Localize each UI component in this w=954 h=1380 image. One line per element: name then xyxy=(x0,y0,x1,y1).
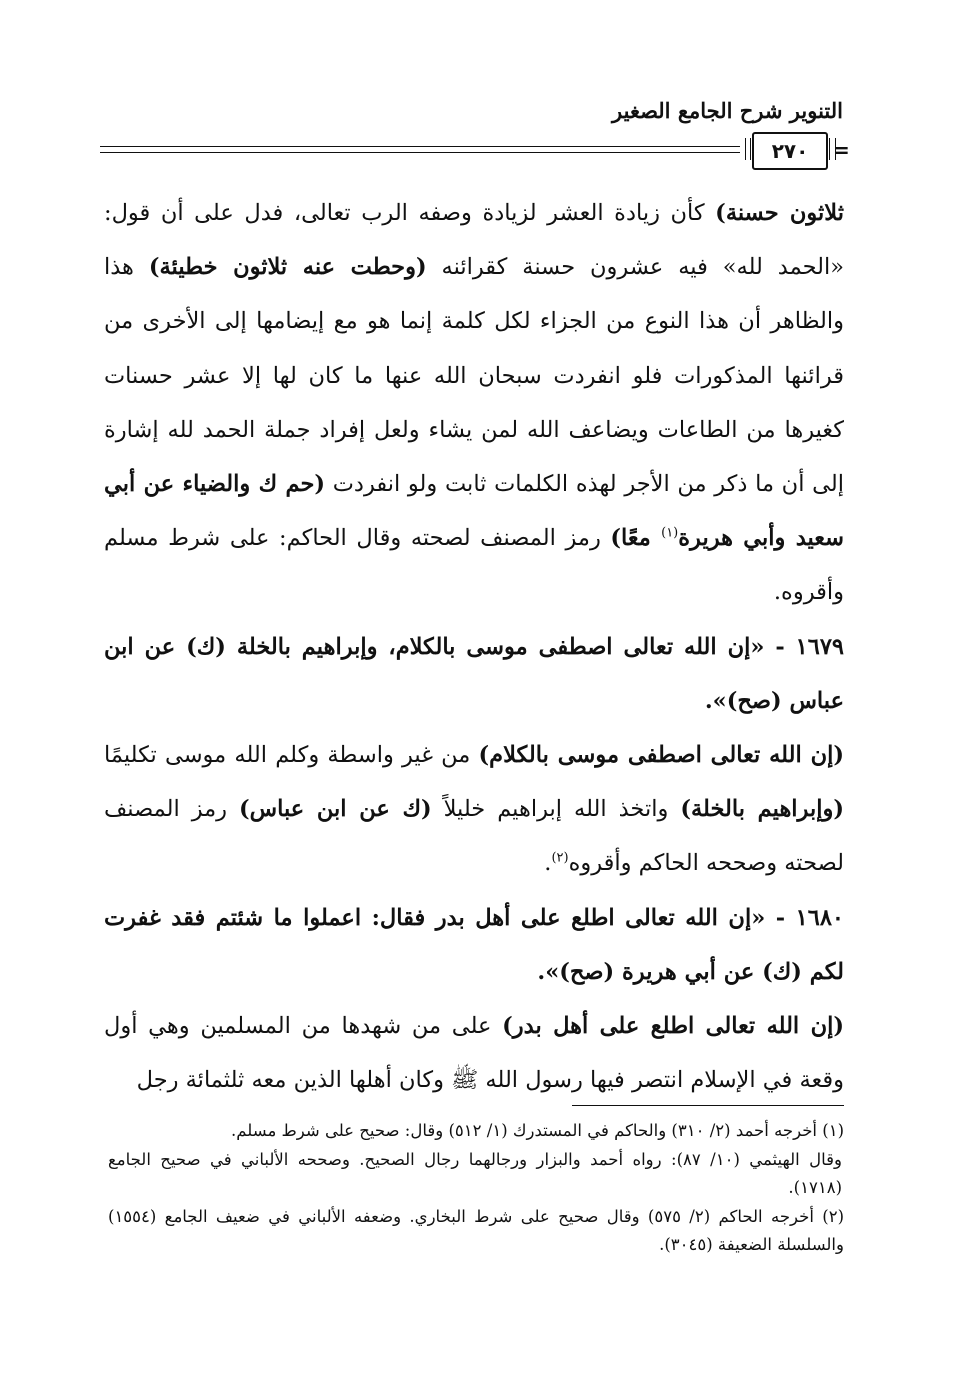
text: رمز المصنف لصحته وصححه الحاكم وأقروه xyxy=(104,796,844,877)
text: من غير واسطة وكلم الله موسى تكليمًا xyxy=(104,742,479,769)
bold-text: معًا) xyxy=(610,525,662,552)
text: هذا والظاهر أن هذا النوع من الجزاء لكل كلمة إنما هو مع إيضامها إلى الأخرى من قرائنها المذكورات فلو انفردت سبحان الله عنها ما كان لها إلا عشر حسنات كغيرها من الطاعات ويضاعف الله لمن يشاء ولعل إفراد جملة الحمد لله إشارة إلى أن ما ذكر من الأجر لهذه الكلمات ثابت ولو انفردت xyxy=(104,254,844,498)
hadith-text: ١٦٧٩ - «إن الله تعالى اصطفى موسى بالكلام، وإبراهيم بالخلة (ك) عن ابن عباس (صح)». xyxy=(104,633,844,714)
commentary-paragraph-1 xyxy=(104,186,844,620)
footnote-separator xyxy=(572,1105,844,1106)
text: . xyxy=(544,850,552,877)
bold-text: (وحطت عنه ثلاثون خطيئة) xyxy=(148,254,427,281)
bold-text: (حم ك والضياء عن أبي سعيد وأبي هريرة xyxy=(104,471,844,552)
bold-text: (إن الله تعالى اطلع على أهل بدر) xyxy=(502,1013,844,1040)
text: واتخذ الله إبراهيم خليلاً xyxy=(431,796,681,823)
footnote-1-continued: وقال الهيثمي (١٠/ ٨٧): رواه أحمد والبزار ورجالهما رجال الصحيح. وصححه الألباني في صحيح الجامع (١٧١٨). xyxy=(108,1149,842,1197)
hadith-1680 xyxy=(104,891,844,999)
bold-text: (وإبراهيم بالخلة) xyxy=(680,796,844,823)
bold-text: (ك عن ابن عباس) xyxy=(239,796,432,823)
hadith-text: ١٦٨٠ - «إن الله تعالى اطلع على أهل بدر فقال: اعملوا ما شئتم فقد غفرت لكم (ك) عن أبي هريرة (صح)». xyxy=(104,904,844,985)
footnote-1: (١) أخرجه أحمد (٢/ ٣١٠) والحاكم في المستدرك (١/ ٥١٢) وقال: صحيح على شرط مسلم. xyxy=(231,1121,844,1140)
text: كأن زيادة العشر لزيادة وصفه الرب تعالى، فدل على أن قول: «الحمد لله» فيه عشرون حسنة كقرائنه xyxy=(104,200,844,281)
running-title: التنوير شرح الجامع الصغير xyxy=(612,98,843,123)
page-header xyxy=(100,96,850,163)
bold-text: (إن الله تعالى اصطفى موسى بالكلام) xyxy=(478,742,844,769)
bold-text: ثلاثون حسنة) xyxy=(715,200,844,226)
header-marker: = xyxy=(833,138,850,162)
footnote-ref-1[interactable]: (١) xyxy=(661,525,679,541)
text: رمز المصنف لصحته وقال الحاكم: على شرط مسلم وأقروه. xyxy=(104,525,844,606)
commentary-paragraph-3 xyxy=(104,999,844,1107)
footnotes xyxy=(108,1117,844,1260)
footnote-2: (٢) أخرجه الحاكم (٢/ ٥٧٥) وقال صحيح على شرط البخاري. وضعفه الألباني في ضعيف الجامع (١٥٥٤) والسلسلة الضعيفة (٣٠٤٥). xyxy=(108,1206,844,1254)
header-rule xyxy=(100,146,740,153)
hadith-1679 xyxy=(104,620,844,728)
footnote-ref-2[interactable]: (٢) xyxy=(551,850,569,866)
text: على من شهدها من المسلمين وهي أول وقعة في الإسلام انتصر فيها رسول الله ﷺ وكان أهلها الذين معه ثلثمائة رجل xyxy=(104,1013,844,1094)
commentary-paragraph-2 xyxy=(104,728,844,891)
main-text xyxy=(104,186,844,1107)
page-number: ٢٧٠ xyxy=(752,132,828,170)
